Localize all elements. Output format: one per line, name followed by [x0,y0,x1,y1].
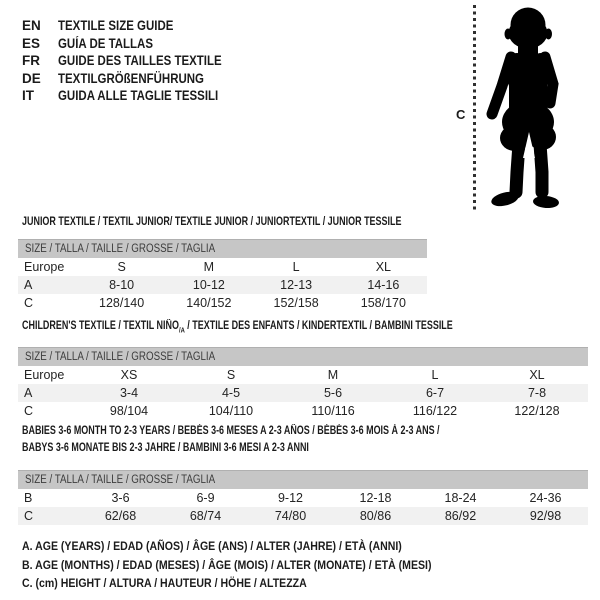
section-title-junior [22,216,508,228]
language-title: GUIDA ALLE TAGLIE TESSILI [58,88,219,103]
language-code: IT [22,88,34,103]
size-bar-label: SIZE / TALLA / TAILLE / GRÖSSE / TAGLIA [25,474,216,486]
size-cell: XS [120,368,138,382]
size-cell: M [327,368,339,382]
language-row-de [22,70,251,88]
height-cell: 92/98 [529,509,562,523]
section-title-line2: BABYS 3-6 MONATE BIS 2-3 JAHRE / BAMBINI 3-6 MESI A 2-3 ANNI [22,442,309,454]
age-cell: 7-8 [527,386,547,400]
title-pre: CHILDREN'S TEXTILE / TEXTIL NIÑO [22,320,179,332]
height-cell: 98/104 [109,404,149,418]
age-cell: 24-36 [529,491,562,505]
footnote-legend [22,537,487,593]
height-cell: 128/140 [99,296,145,310]
section-title-line1: BABIES 3-6 MONTH TO 2-3 YEARS / BEBÉS 3-6 MESES A 2-3 AÑOS / BÉBÉS 3-6 MOIS À 2-3 ANS / [22,425,440,437]
age-cell: 6-7 [425,386,445,400]
size-cell: L [431,368,439,382]
footnote-a [22,537,487,556]
row-label: A [24,278,33,292]
size-bar-label: SIZE / TALLA / TAILLE / GRÖSSE / TAGLIA [25,351,216,363]
age-cell: 14-16 [367,278,400,292]
language-legend [22,17,251,105]
language-code: ES [22,35,41,51]
table-row-age [18,384,588,402]
section-title-children [22,320,574,334]
size-bar [18,239,427,258]
language-title: TEXTILGRÖßENFÜHRUNG [58,70,204,86]
height-cell: 80/86 [359,509,392,523]
age-cell: 12-18 [359,491,392,505]
age-cell: 18-24 [444,491,477,505]
age-cell: 3-4 [119,386,139,400]
height-cell: 140/152 [186,296,232,310]
height-cell: 86/92 [444,509,477,523]
language-row-en [22,17,251,35]
height-cell: 158/170 [360,296,406,310]
footnote-c [22,574,487,593]
age-cell: 6-9 [196,491,215,505]
row-label: C [24,296,34,310]
size-cell: S [226,368,236,382]
row-label: Europe [24,260,65,274]
size-cell: S [117,260,126,274]
height-cell: 62/68 [104,509,137,523]
size-cell: L [292,260,300,274]
age-cell: 3-6 [111,491,130,505]
table-row-height [18,294,427,312]
footnote-text: A. AGE (YEARS) / EDAD (AÑOS) / ÂGE (ANS) / ALTER (JAHRE) / ETÀ (ANNI) [22,539,402,553]
language-row-es [22,35,251,53]
section-title-babies [22,423,557,457]
language-row-fr [22,52,251,70]
toddler-silhouette-icon [483,6,565,210]
height-cell: 104/110 [208,404,254,418]
age-cell: 9-12 [277,491,304,505]
age-cell: 8-10 [109,278,135,292]
row-label: C [24,404,34,418]
title-subscript: /A [178,325,185,335]
row-label: B [24,491,33,505]
section-title-text [22,320,453,334]
section-title-text: JUNIOR TEXTILE / TEXTIL JUNIOR/ TEXTILE JUNIOR / JUNIORTEXTIL / JUNIOR TESSILE [22,216,402,228]
table-row-europe [18,366,588,384]
size-cell: M [203,260,215,274]
size-bar [18,347,588,366]
row-label: Europe [24,368,65,382]
table-row-age-months [18,489,588,507]
row-label: C [24,509,34,523]
height-cell: 68/74 [189,509,222,523]
footnote-text: C. (cm) HEIGHT / ALTURA / HAUTEUR / HÖHE / ALTEZZA [22,576,307,590]
height-marker-label: C [456,107,466,122]
height-cell: 122/128 [514,404,560,418]
table-row-europe [18,258,427,276]
table-row-height [18,507,588,525]
language-title: GUÍA DE TALLAS [58,35,153,51]
age-cell: 5-6 [323,386,343,400]
title-post: / TEXTILE DES ENFANTS / KINDERTEXTIL / BAMBINI TESSILE [184,320,453,332]
language-code: DE [22,70,41,86]
footnote-text: B. AGE (MONTHS) / EDAD (MESES) / ÂGE (MOIS) / ALTER (MONATE) / ETÀ (MESI) [22,557,432,572]
table-row-age [18,276,427,294]
age-cell: 4-5 [221,386,241,400]
size-cell: XL [375,260,392,274]
children-size-table [18,347,588,420]
language-code: FR [22,53,40,68]
size-bar [18,470,588,489]
height-cell: 110/116 [311,404,355,418]
size-bar-label: SIZE / TALLA / TAILLE / GRÖSSE / TAGLIA [25,243,216,255]
age-cell: 12-13 [280,278,313,292]
height-cell: 74/80 [274,509,307,523]
language-code: EN [22,18,41,33]
size-cell: XL [529,368,545,382]
footnote-b [22,556,487,575]
height-measure-dotted-line [473,5,476,212]
height-cell: 152/158 [273,296,319,310]
age-cell: 10-12 [192,278,225,292]
junior-size-table [18,239,427,312]
height-cell: 116/122 [412,404,458,418]
babies-size-table [18,470,588,525]
language-title: TEXTILE SIZE GUIDE [58,18,174,33]
language-row-it [22,87,251,105]
row-label: A [24,386,33,400]
table-row-height [18,402,588,420]
language-title: GUIDE DES TAILLES TEXTILE [58,53,222,68]
